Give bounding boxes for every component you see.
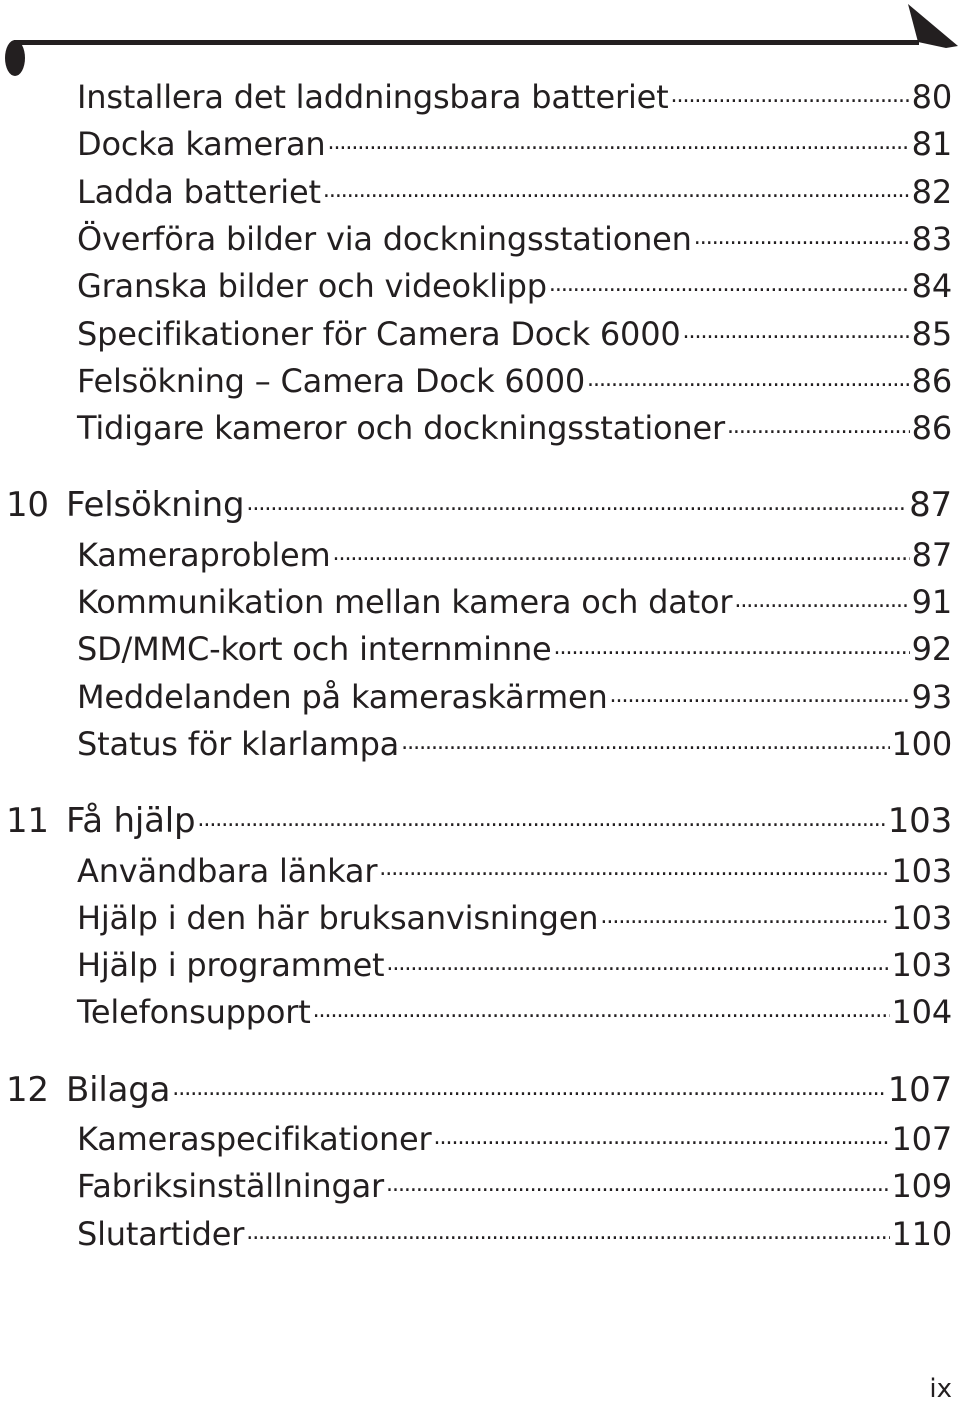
toc-entry-page: 83 <box>911 219 952 258</box>
toc-entry-page: 103 <box>891 946 952 985</box>
dot-leader <box>327 123 909 155</box>
toc-entry <box>77 123 952 163</box>
page-number: ix <box>929 1374 952 1404</box>
dot-leader <box>379 850 889 882</box>
toc-entry-label: Bilaga <box>66 1069 171 1110</box>
toc-entry-label: Meddelanden på kameraskärmen <box>77 677 608 716</box>
dot-leader <box>246 482 907 516</box>
chapter-number: 11 <box>6 801 49 842</box>
dot-leader <box>600 897 889 929</box>
toc-entry-page: 103 <box>887 801 952 842</box>
dot-leader <box>727 407 910 439</box>
toc-entry <box>77 407 952 447</box>
dot-leader <box>386 944 889 976</box>
toc-entry-label: Hjälp i programmet <box>77 946 385 985</box>
toc-entry-label: Telefonsupport <box>77 993 311 1032</box>
dot-leader <box>610 676 910 708</box>
toc-entry-label: Slutartider <box>77 1214 245 1253</box>
toc-entry <box>77 1213 952 1253</box>
toc-entry-page: 100 <box>891 724 952 763</box>
toc-entry-page: 87 <box>909 485 952 526</box>
toc-entry <box>77 360 952 400</box>
toc-entry-label: Installera det laddningsbara batteriet <box>77 78 669 116</box>
toc-entry-page: 92 <box>911 630 952 669</box>
dot-leader <box>694 218 910 250</box>
toc-entry <box>77 313 952 353</box>
rule-left-end <box>5 40 25 76</box>
dot-leader <box>587 360 910 392</box>
toc-entry <box>77 76 952 116</box>
toc-entry-label: Status för klarlampa <box>77 724 400 763</box>
toc-entry-label: Kommunikation mellan kamera och dator <box>77 583 733 621</box>
toc-entry <box>77 897 952 937</box>
dot-leader <box>332 534 909 566</box>
dot-leader <box>323 171 910 203</box>
toc-entry <box>77 628 952 668</box>
toc-entry-page: 103 <box>891 851 952 890</box>
toc-entry-label: Kameraspecifikationer <box>77 1120 432 1158</box>
toc-chapter-entry <box>6 1067 952 1111</box>
dot-leader <box>683 313 910 345</box>
toc-entry-page: 107 <box>887 1069 952 1110</box>
toc-entry <box>77 944 952 984</box>
dot-leader <box>313 991 890 1023</box>
toc-entry <box>77 171 952 211</box>
toc-entry-label: SD/MMC-kort och internminne <box>77 630 552 669</box>
toc-entry <box>77 991 952 1031</box>
toc-entry-label: Hjälp i den här bruksanvisningen <box>77 898 599 937</box>
toc-chapter-entry <box>6 482 952 526</box>
toc-entry-page: 84 <box>911 267 952 306</box>
chapter-number: 10 <box>6 485 49 526</box>
toc-entry-label: Fabriksinställningar <box>77 1167 384 1206</box>
toc-entry-page: 86 <box>911 409 952 448</box>
toc-entry-label: Felsökning <box>66 485 245 526</box>
toc-entry-page: 91 <box>911 583 952 621</box>
dot-leader <box>386 1165 890 1197</box>
toc-entry <box>77 723 952 763</box>
toc-entry <box>77 1118 952 1158</box>
dot-leader <box>670 76 909 108</box>
toc-entry <box>77 265 952 305</box>
toc-entry-page: 82 <box>911 172 952 211</box>
toc-entry <box>77 850 952 890</box>
toc-entry-label: Specifikationer för Camera Dock 6000 <box>77 314 681 353</box>
dot-leader <box>246 1213 889 1245</box>
toc-entry-page: 85 <box>911 314 952 353</box>
toc-entry-label: Felsökning – Camera Dock 6000 <box>77 361 586 400</box>
chapter-number: 12 <box>6 1069 49 1110</box>
toc-entry-label: Användbara länkar <box>77 851 378 890</box>
dot-leader <box>172 1067 885 1101</box>
toc-entry-page: 107 <box>891 1120 952 1158</box>
toc-entry-label: Ladda batteriet <box>77 172 321 211</box>
toc-entry-label: Få hjälp <box>66 801 196 842</box>
toc-entry-page: 109 <box>891 1167 952 1206</box>
toc-entry-page: 86 <box>911 361 952 400</box>
dot-leader <box>549 265 910 297</box>
toc-entry <box>77 581 952 621</box>
toc-entry <box>77 218 952 258</box>
toc-chapter-entry <box>6 798 952 842</box>
toc-entry-page: 87 <box>911 535 952 574</box>
toc-entry <box>77 676 952 716</box>
toc-entry-label: Docka kameran <box>77 125 326 164</box>
toc-entry-label: Granska bilder och videoklipp <box>77 267 547 306</box>
toc-entry <box>77 534 952 574</box>
dot-leader <box>197 798 885 832</box>
toc-entry-page: 110 <box>891 1214 952 1253</box>
dot-leader <box>434 1118 890 1150</box>
toc-entry-page: 103 <box>891 898 952 937</box>
toc-entry-label: Kameraproblem <box>77 535 331 574</box>
toc-entry-page: 80 <box>911 78 952 116</box>
dot-leader <box>734 581 909 613</box>
toc-entry-page: 93 <box>911 677 952 716</box>
toc-entry-label: Tidigare kameror och dockningsstationer <box>77 409 725 448</box>
toc-entry <box>77 1165 952 1205</box>
toc-entry-page: 104 <box>891 993 952 1032</box>
dot-leader <box>554 628 910 660</box>
header-decoration-rule <box>0 0 960 80</box>
rule-line <box>14 40 919 45</box>
toc-entry-page: 81 <box>911 125 952 164</box>
dot-leader <box>401 723 889 755</box>
toc-entry-label: Överföra bilder via dockningsstationen <box>77 219 692 258</box>
